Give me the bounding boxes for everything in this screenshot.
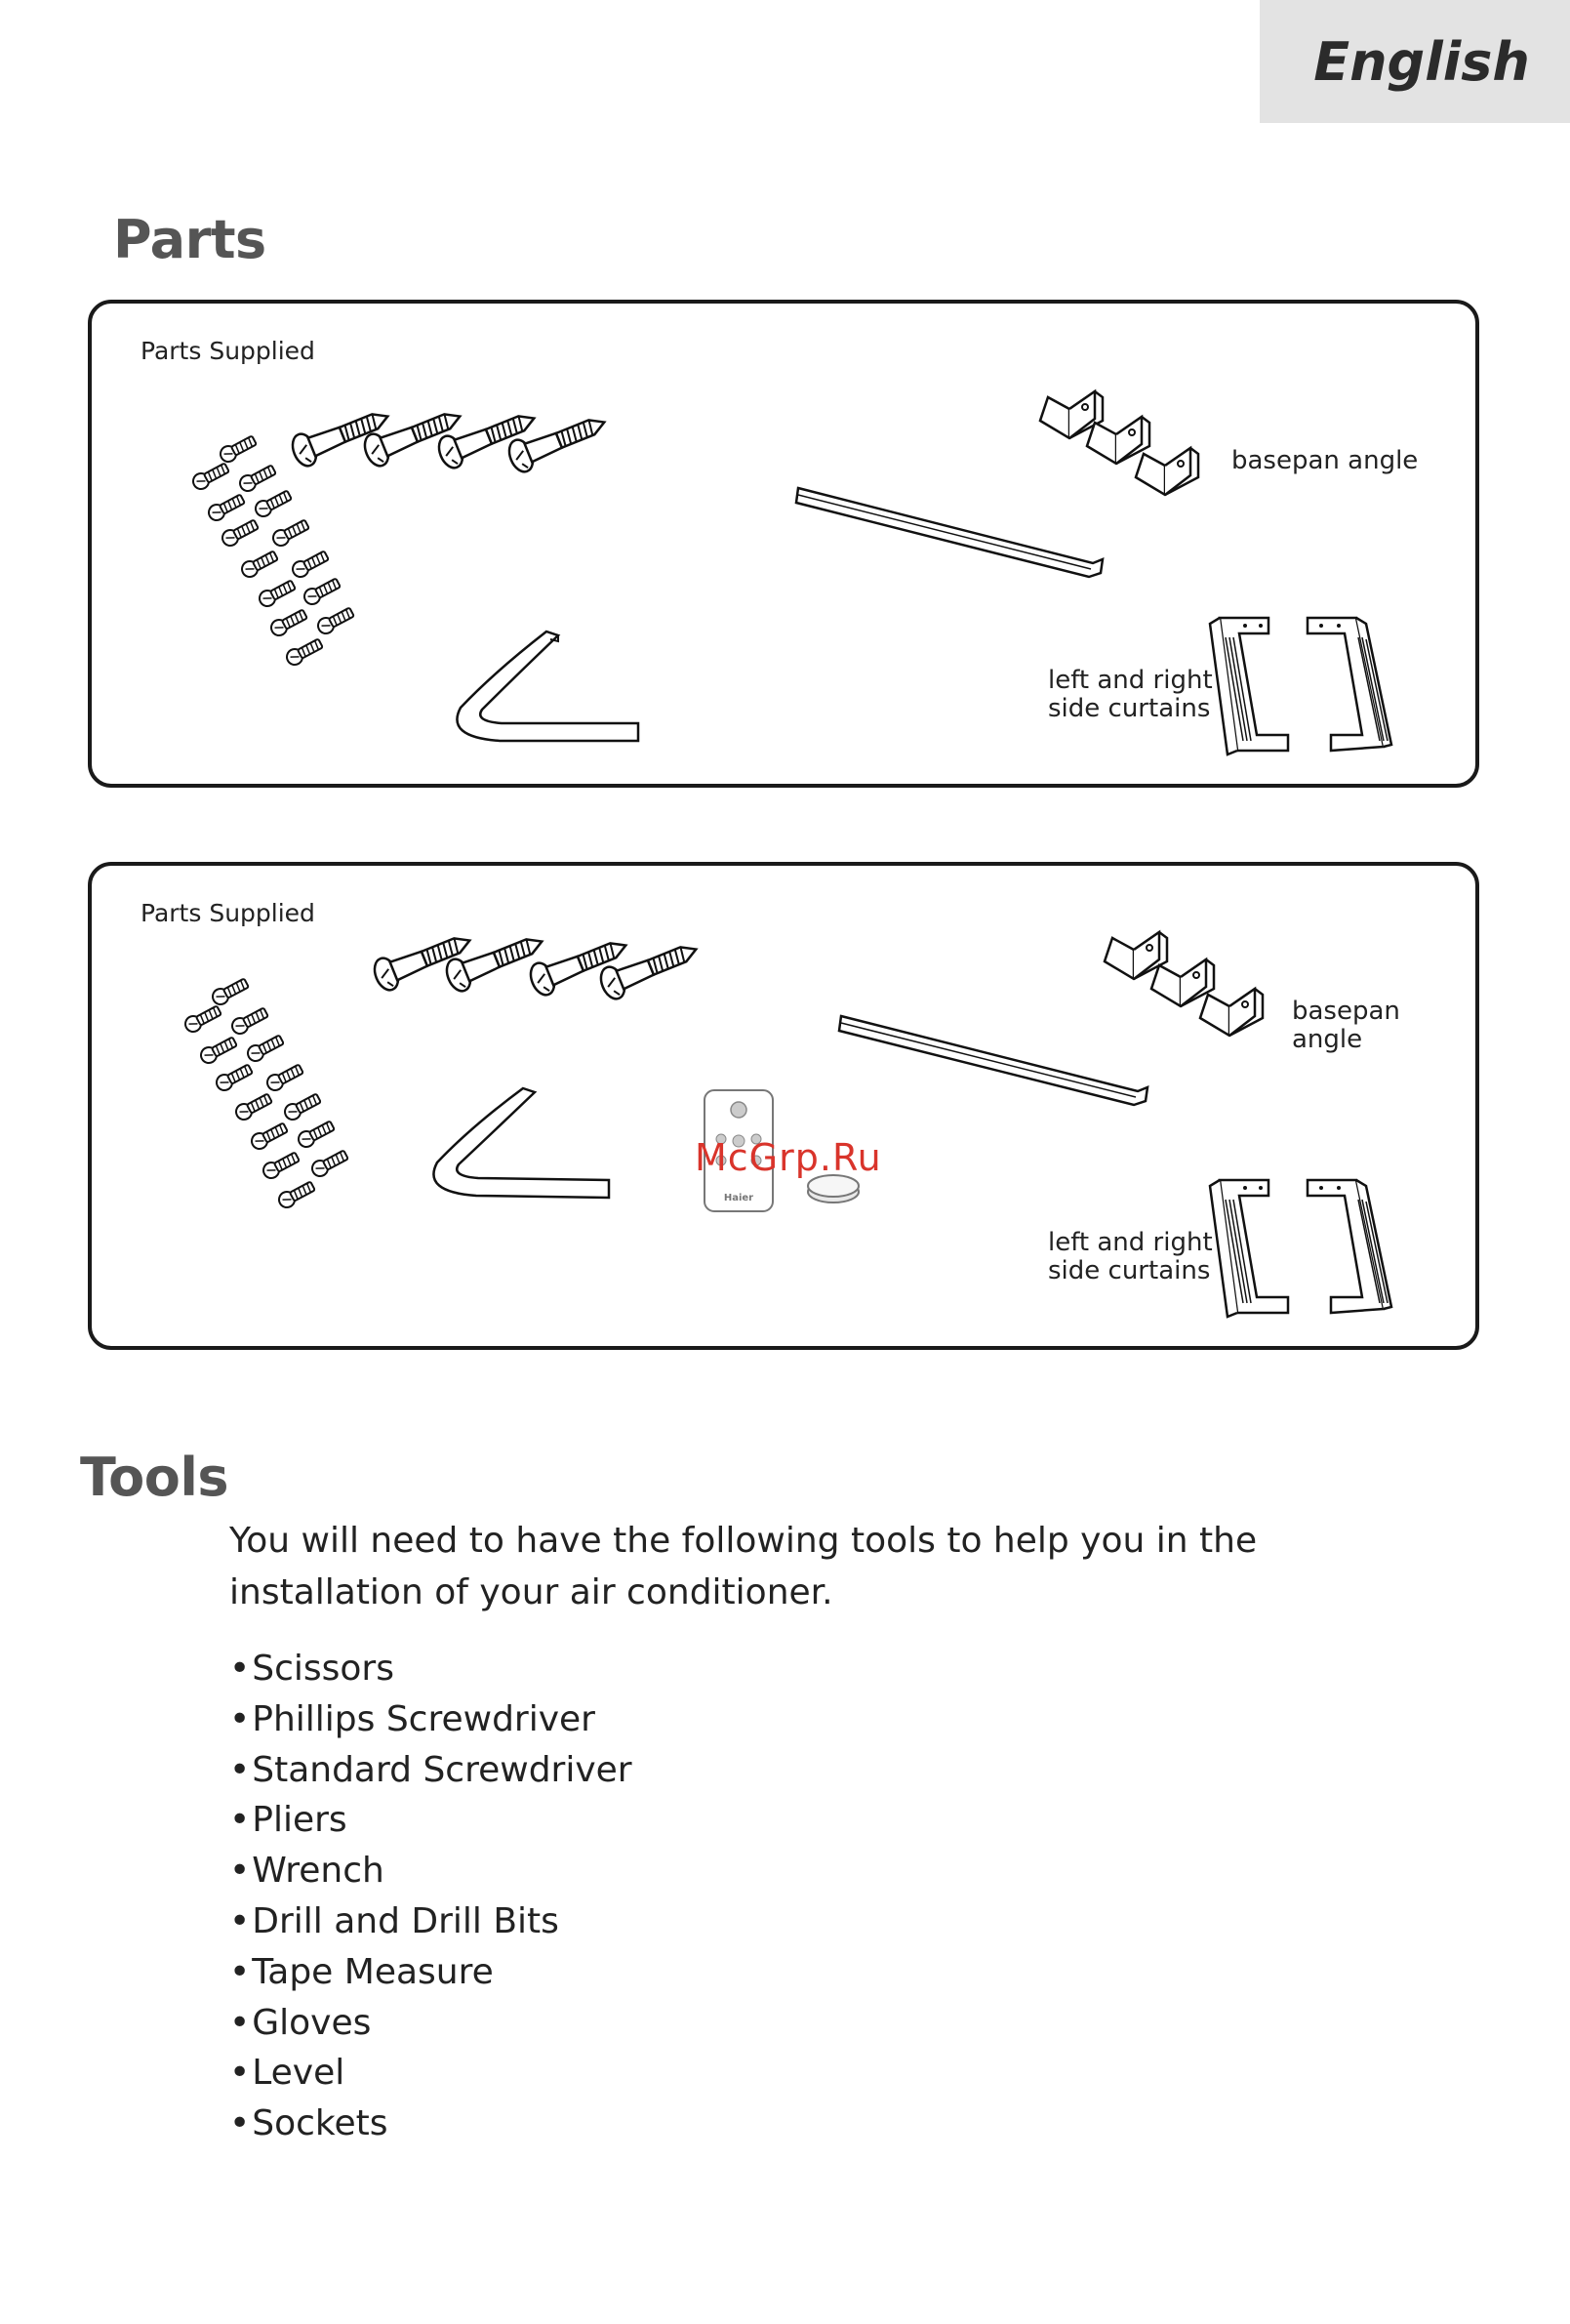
watermark: McGrp.Ru xyxy=(695,1136,882,1179)
list-item: • Tape Measure xyxy=(229,1947,632,1998)
side-curtains-label-line2: side curtains xyxy=(1048,1256,1211,1285)
language-tab xyxy=(1260,0,1570,123)
tools-intro: You will need to have the following tools to help you in the installation of your air conditioner. xyxy=(229,1521,1258,1612)
small-screws-group xyxy=(182,976,349,1210)
large-screws-group xyxy=(370,925,702,1002)
list-item: • Level xyxy=(229,2048,632,2099)
parts-panel-2 xyxy=(88,862,1479,1350)
basepan-angles-group xyxy=(1040,391,1198,495)
support-rail xyxy=(839,1016,1147,1105)
basepan-angles-group xyxy=(1105,932,1263,1036)
tools-heading: Tools xyxy=(80,1447,229,1508)
battery xyxy=(808,1175,859,1203)
side-curtains-label-line1: left and right xyxy=(1048,666,1213,695)
list-item: • Standard Screwdriver xyxy=(229,1745,632,1796)
parts-heading: Parts xyxy=(113,209,266,270)
list-item: • Sockets xyxy=(229,2099,632,2149)
list-item: • Scissors xyxy=(229,1644,632,1694)
foam-seal xyxy=(433,1088,609,1198)
list-item: • Pliers xyxy=(229,1795,632,1846)
parts-supplied-label: Parts Supplied xyxy=(141,899,315,927)
tools-list xyxy=(229,1644,632,2149)
list-item: • Phillips Screwdriver xyxy=(229,1694,632,1745)
parts-panel-1 xyxy=(88,300,1479,788)
parts-supplied-label: Parts Supplied xyxy=(141,337,315,365)
list-item: • Gloves xyxy=(229,1998,632,2049)
basepan-angle-label: basepan angle xyxy=(1231,446,1419,475)
side-curtains-label xyxy=(1048,667,1213,723)
parts-illustration-1 xyxy=(92,304,1475,784)
support-rail xyxy=(796,488,1103,577)
side-curtains-group xyxy=(1210,618,1391,754)
basepan-angle-label: basepan angle xyxy=(1292,997,1400,1054)
side-curtains-label-line1: left and right xyxy=(1048,1228,1213,1257)
remote-brand-text: Haier xyxy=(723,1193,754,1203)
list-item: • Wrench xyxy=(229,1846,632,1896)
list-item: • Drill and Drill Bits xyxy=(229,1896,632,1947)
small-screws-group xyxy=(190,433,355,668)
language-label: English xyxy=(1313,30,1530,93)
parts-illustration-2 xyxy=(92,866,1475,1346)
foam-seal xyxy=(457,632,638,741)
side-curtains-label-line2: side curtains xyxy=(1048,694,1211,723)
side-curtains-label xyxy=(1048,1229,1213,1285)
side-curtains-group xyxy=(1210,1180,1391,1317)
large-screws-group xyxy=(288,401,610,475)
